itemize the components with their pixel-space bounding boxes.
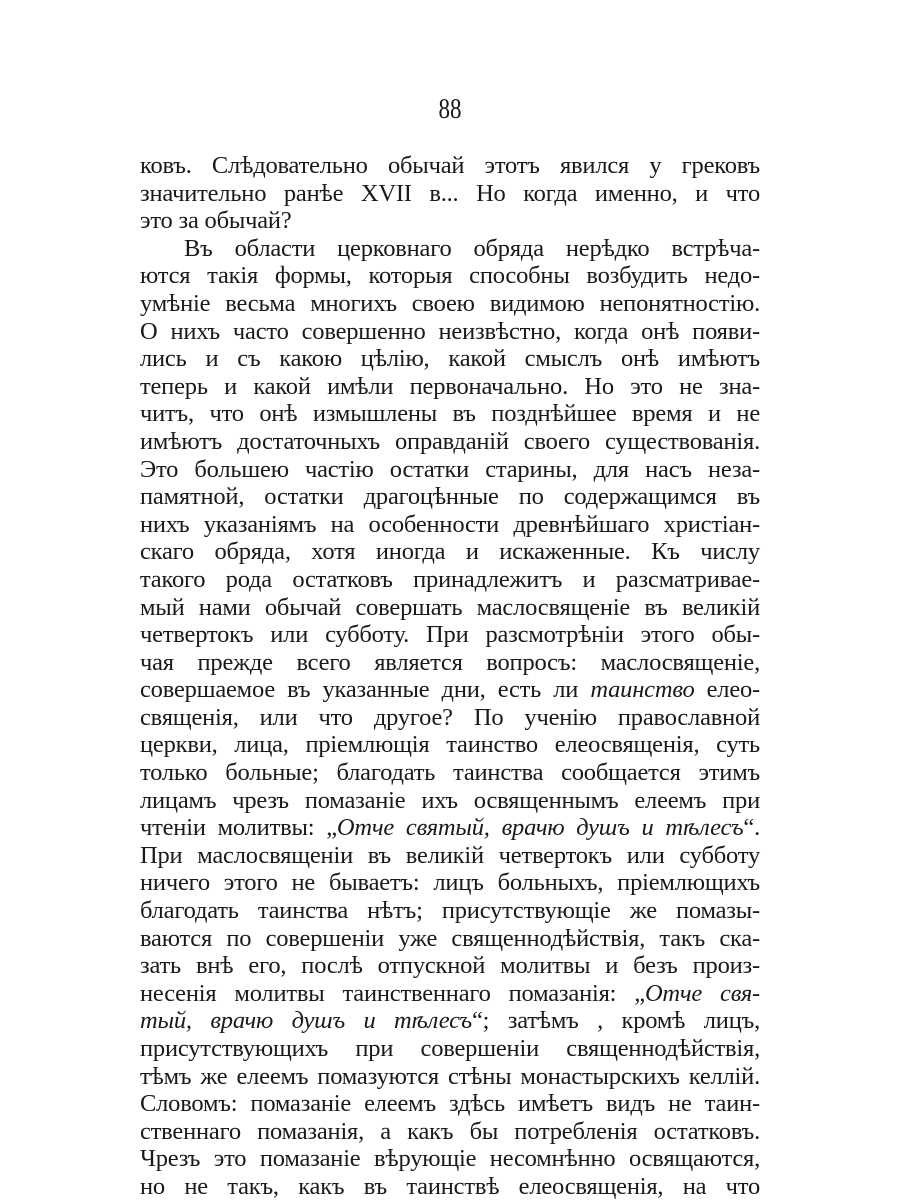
text-segment: четвертокъ или субботу. При разсмотрѣніи этого обы- [140,621,760,649]
text-segment: Въ области церковнаго обряда нерѣдко встрѣча- [184,234,760,262]
text-segment: только больные; благодать таинства сообщается этимъ [140,759,760,787]
text-segment: “; затѣмъ , кромѣ лицъ, [471,1007,761,1035]
text-line [140,1145,760,1173]
text-line [140,318,760,346]
text-line [140,980,760,1008]
text-line [140,207,760,235]
text-line [140,400,760,428]
text-segment: несенія молитвы таинственнаго помазанія: „ [140,979,645,1007]
text-line [140,538,760,566]
text-line [140,373,760,401]
text-segment: мый нами обычай совершать маслосвященіе въ великій [140,593,760,621]
text-segment: тѣмъ же елеемъ помазуются стѣны монастырскихъ келлій. [140,1062,760,1090]
text-segment: значительно ранѣе XVII в... Но когда именно, и что [140,179,760,207]
italic-quote: Отче святый, врачю душъ и тѣлесъ [336,814,744,842]
text-line [140,262,760,290]
text-line [140,235,760,263]
text-line [140,566,760,594]
text-segment: благодать таинства нѣтъ; присутствующіе же помазы- [140,897,760,925]
text-segment: зать внѣ его, послѣ отпускной молитвы и безъ произ- [140,952,760,980]
text-line [140,345,760,373]
text-line [140,704,760,732]
text-line [140,649,760,677]
text-line [140,152,760,180]
text-line [140,952,760,980]
text-line [140,1173,760,1201]
text-segment: О нихъ часто совершенно неизвѣстно, когда онѣ появи- [140,317,760,345]
text-line [140,787,760,815]
text-line [140,483,760,511]
text-segment: скаго обряда, хотя иногда и искаженные. Къ числу [140,538,760,566]
text-line [140,621,760,649]
text-line [140,511,760,539]
text-segment: совершаемое въ указанные дни, есть ли [140,676,591,704]
text-line [140,814,760,842]
italic-quote: таинство [590,676,695,704]
text-segment: Чрезъ это помазаніе вѣрующіе несомнѣнно освящаются, [140,1145,760,1173]
text-segment: ничего этого не бываетъ: лицъ больныхъ, пріемлющихъ [140,869,760,897]
text-segment: Это большею частію остатки старины, для насъ неза- [140,455,760,483]
text-segment: умѣніе весьма многихъ своею видимою непонятностію. [140,289,760,317]
text-line [140,1090,760,1118]
text-segment: ковъ. Слѣдовательно обычай этотъ явился у грековъ [140,152,760,179]
text-segment: церкви, лица, пріемлющія таинство елеосвященія, суть [140,731,760,759]
text-line [140,869,760,897]
text-segment: Словомъ: помазаніе елеемъ здѣсь имѣетъ видъ не таин- [140,1090,760,1118]
text-segment: памятной, остатки драгоцѣнные по содержащимся въ [140,483,760,511]
text-line [140,1007,760,1035]
text-line [140,180,760,208]
text-segment: При маслосвященіи въ великій четвертокъ или субботу [140,841,760,869]
text-segment: лись и съ какою цѣлію, какой смыслъ онѣ имѣютъ [140,345,760,373]
text-line [140,1035,760,1063]
text-line [140,676,760,704]
text-line [140,456,760,484]
text-segment: ственнаго помазанія, а какъ бы потребленія остатковъ. [140,1117,760,1145]
text-line [140,842,760,870]
text-segment: ваются по совершеніи уже священнодѣйствія, такъ ска- [140,924,760,952]
italic-quote: тый, врачю душъ и тѣлесъ [140,1007,472,1035]
text-line [140,594,760,622]
text-line [140,428,760,456]
text-segment: чая прежде всего является вопросъ: маслосвященіе, [140,648,760,676]
text-segment: нихъ указаніямъ на особенности древнѣйшаго христіан- [140,510,760,538]
text-segment: лицамъ чрезъ помазаніе ихъ освященнымъ елеемъ при [140,786,760,814]
text-segment: елео- [694,676,761,704]
text-line [140,1063,760,1091]
text-line [140,897,760,925]
text-line [140,759,760,787]
italic-quote: Отче свя- [644,979,760,1007]
text-segment: “. [743,814,760,842]
page-number: 88 [438,94,462,125]
text-line [140,731,760,759]
text-segment: ются такія формы, которыя способны возбудить недо- [140,262,760,290]
text-segment: такого рода остатковъ принадлежитъ и разсматривае- [140,565,760,593]
text-segment: имѣютъ достаточныхъ оправданій своего существованія. [140,427,760,455]
body-text [140,152,760,1201]
text-segment: это за обычай? [140,207,292,235]
text-line [140,925,760,953]
text-segment: чтеніи молитвы: „ [140,814,337,842]
text-segment: священія, или что другое? По ученію православной [140,703,760,731]
text-line [140,1118,760,1146]
text-segment: присутствующихъ при совершеніи священнодѣйствія, [140,1035,760,1062]
text-segment: читъ, что онѣ измышлены въ позднѣйшее время и не [140,400,760,428]
text-segment: но не такъ, какъ въ таинствѣ елеосвященія, на что [140,1172,760,1200]
text-line [140,290,760,318]
text-segment: теперь и какой имѣли первоначально. Но это не зна- [140,372,760,400]
